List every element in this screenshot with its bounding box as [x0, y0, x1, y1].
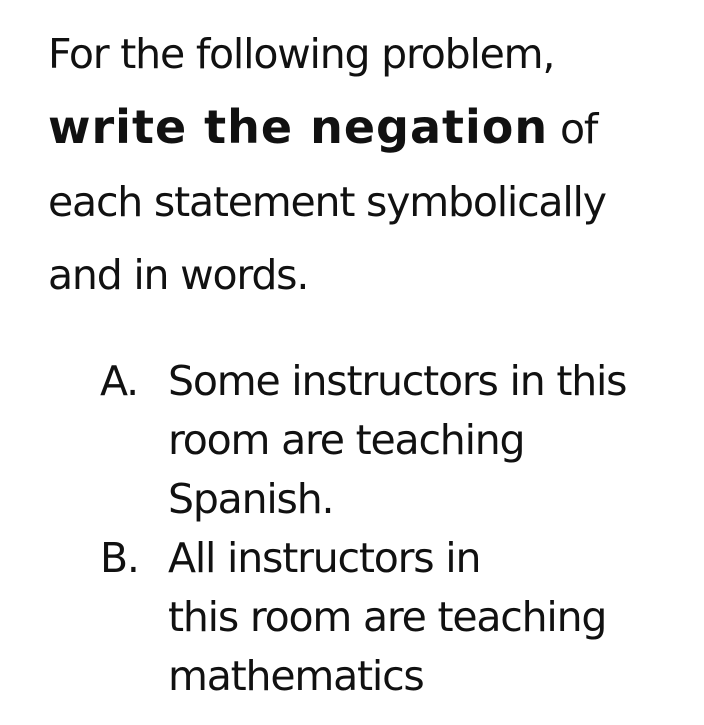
problem-list: [100, 352, 700, 706]
problem-item-a: [100, 352, 700, 529]
problem-a-line-1: Some instructors in this: [168, 357, 627, 405]
problem-b-line-2: this room are teaching: [168, 593, 607, 641]
instruction-line-1: For the following problem,: [48, 30, 555, 78]
instruction-line-3: each statement symbolically: [48, 178, 606, 226]
problem-b-line-3: mathematics: [168, 652, 424, 700]
problem-marker-b: B.: [100, 534, 139, 582]
problem-a-line-3: Spanish.: [168, 475, 334, 523]
problem-marker-a: A.: [100, 357, 138, 405]
problem-item-b: [100, 529, 700, 706]
problem-a-line-2: room are teaching: [168, 416, 525, 464]
instruction-emphasis: write the negation: [48, 100, 549, 154]
problem-b-line-1: All instructors in: [168, 534, 481, 582]
instructions: [48, 18, 688, 312]
instruction-line-2-rest: of: [548, 105, 598, 153]
instruction-line-4: and in words.: [48, 251, 309, 299]
instruction-line-2: [48, 91, 688, 166]
